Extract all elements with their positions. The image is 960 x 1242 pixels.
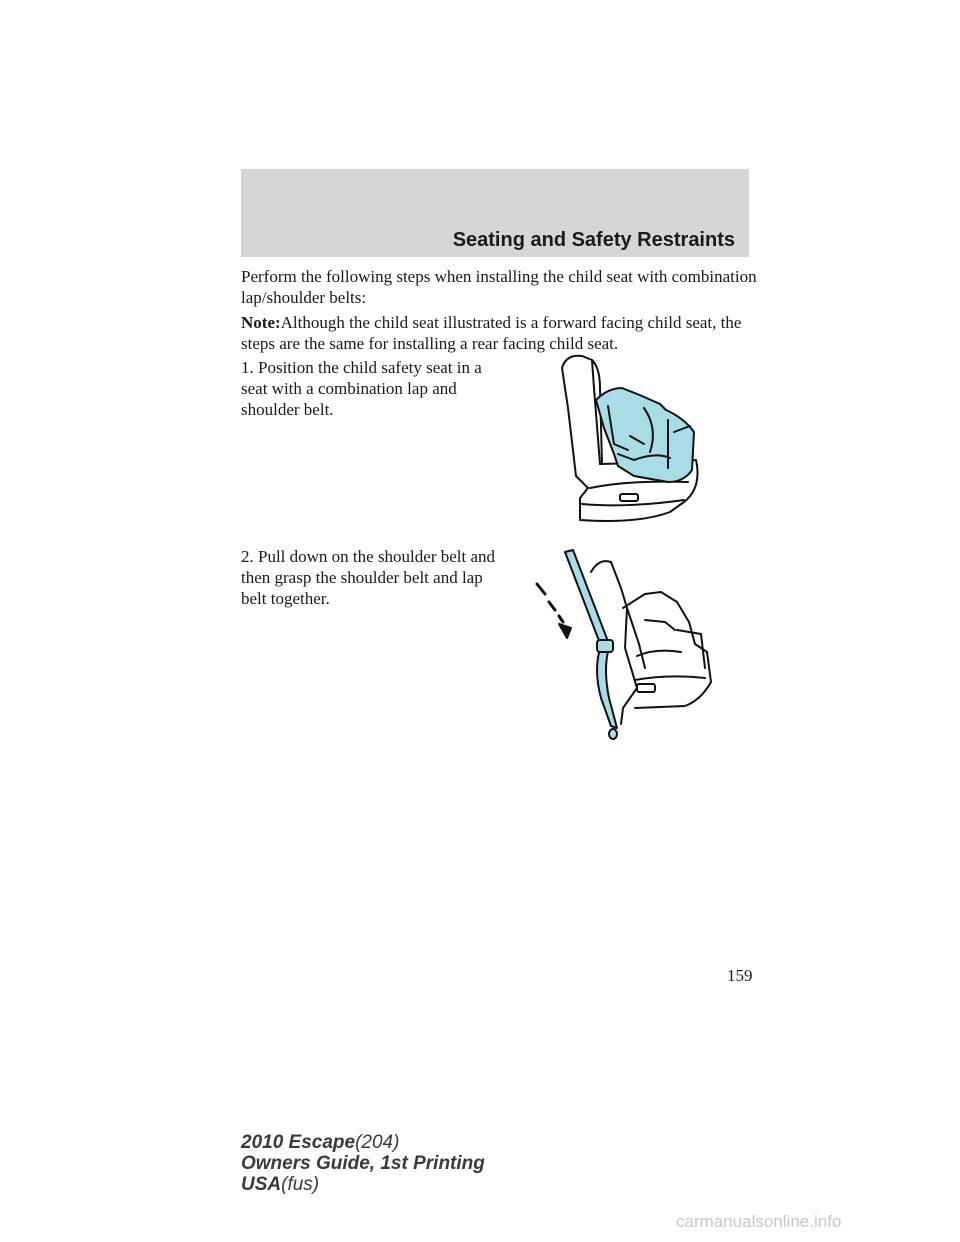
watermark: carmanualsonline.info — [676, 1212, 842, 1231]
step-1-text: 1. Position the child safety seat in a seat with a combination lap and shoulder belt. — [241, 358, 482, 419]
footer-line-3 — [241, 1174, 485, 1195]
footer-line-1 — [241, 1132, 485, 1153]
footer-region: USA — [241, 1174, 282, 1195]
section-header-band — [241, 169, 749, 257]
step-2-text: 2. Pull down on the shoulder belt and then grasp the shoulder belt and lap belt together. — [241, 547, 496, 608]
page-number: 159 — [727, 966, 753, 985]
document-footer — [241, 1132, 485, 1195]
note-label: Note: — [241, 313, 281, 332]
intro-paragraph: Perform the following steps when installing the child seat with combination lap/shoulder belts: — [241, 267, 757, 307]
pull-shoulder-belt-illustration — [525, 548, 715, 743]
child-seat-in-vehicle-seat-illustration — [548, 348, 718, 530]
footer-printing: Owners Guide, 1st Printing — [241, 1153, 485, 1174]
section-title: Seating and Safety Restraints — [452, 229, 735, 251]
note-text: Although the child seat illustrated is a forward facing child seat, the steps are the same for installing a rear facing child seat. — [241, 313, 742, 353]
footer-region-code: (fus) — [281, 1174, 320, 1195]
footer-model: 2010 Escape — [241, 1132, 356, 1153]
footer-model-code: (204) — [355, 1132, 400, 1153]
